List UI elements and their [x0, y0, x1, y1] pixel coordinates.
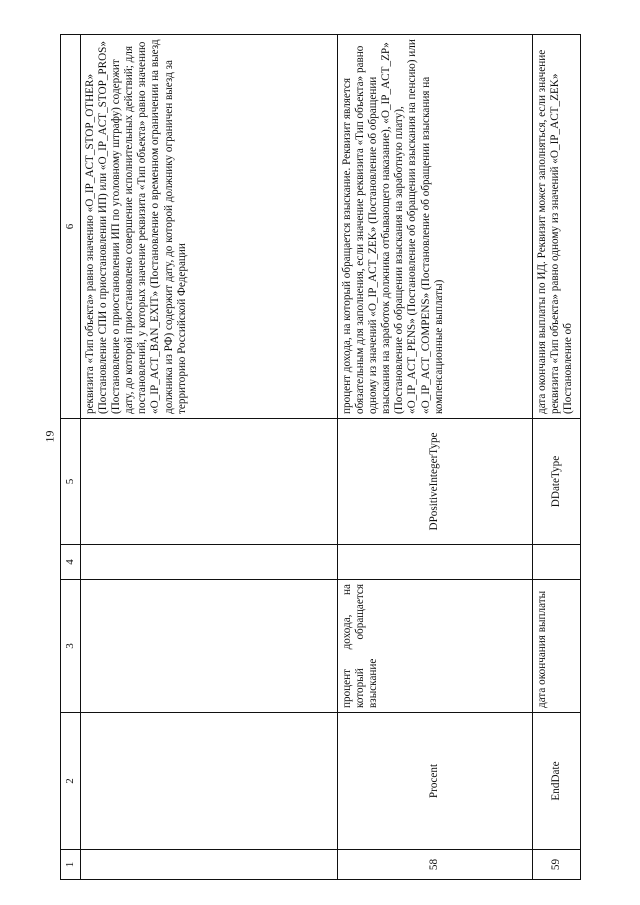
element-requirement — [533, 545, 581, 580]
table-row — [533, 35, 581, 880]
element-rule: реквизита «Тип объекта» равно значению «O_IP_ACT_STOP_OTHER» (Постановление СПИ о приостановлении ИП) или «O_IP_ACT_STOP_PROS» (Постановление о приостановлении ИП по уголовному штрафу) содержит дату, до которой приостановлено совершение исполнительных действий; для постановлений, у которых значение реквизита «Тип объекта» равно значению «O_IP_ACT_BAN_EXIT» (Постановление о временном ограничении на выезд должника из РФ) содержит дату, до которой должнику ограничен выезд за территорию Российской Федерации — [81, 35, 338, 419]
element-description: процент дохода, на который обращается взыскание — [338, 580, 533, 713]
element-description — [81, 580, 338, 713]
row-number — [81, 850, 338, 880]
header-col-4: 4 — [61, 545, 81, 580]
element-name: EndDate — [533, 713, 581, 850]
header-col-1: 1 — [61, 850, 81, 880]
element-rule: дата окончания выплаты по ИД. Реквизит может заполняться, если значение реквизита «Тип объекта» равно одному из значений «O_IP_ACT_ZEK» (Постановление об — [533, 35, 581, 419]
table-row — [338, 35, 533, 880]
element-type: DDateType — [533, 419, 581, 545]
element-rule: процент дохода, на который обращается взыскание. Реквизит является обязательным для заполнения, если значение реквизита «Тип объекта» равно одному из значений «O_IP_ACT_ZEK» (Постановление об обращении взыскания на заработок должника отбывающего наказание), «O_IP_ACT_ZP» (Постановление об обращении взыскания на заработную плату), «O_IP_ACT_PENS» (Постановление об обращении взыскания на пенсию) или «O_IP_ACT_COMPENS» (Постановление об обращении взыскания на компенсационные выплаты) — [338, 35, 533, 419]
row-number: 59 — [533, 850, 581, 880]
element-name: Procent — [338, 713, 533, 850]
element-type: DPositiveIntegerType — [338, 419, 533, 545]
table-row — [81, 35, 338, 880]
header-row — [61, 35, 81, 880]
element-description: дата окончания выплаты — [533, 580, 581, 713]
element-type — [81, 419, 338, 545]
element-name — [81, 713, 338, 850]
element-requirement — [338, 545, 533, 580]
page-number: 19 — [42, 430, 57, 442]
row-number: 58 — [338, 850, 533, 880]
header-col-5: 5 — [61, 419, 81, 545]
header-col-6: 6 — [61, 35, 81, 419]
header-col-2: 2 — [61, 713, 81, 850]
header-col-3: 3 — [61, 580, 81, 713]
element-requirement — [81, 545, 338, 580]
requisites-table — [60, 34, 581, 880]
rotated-table-frame — [60, 35, 580, 880]
